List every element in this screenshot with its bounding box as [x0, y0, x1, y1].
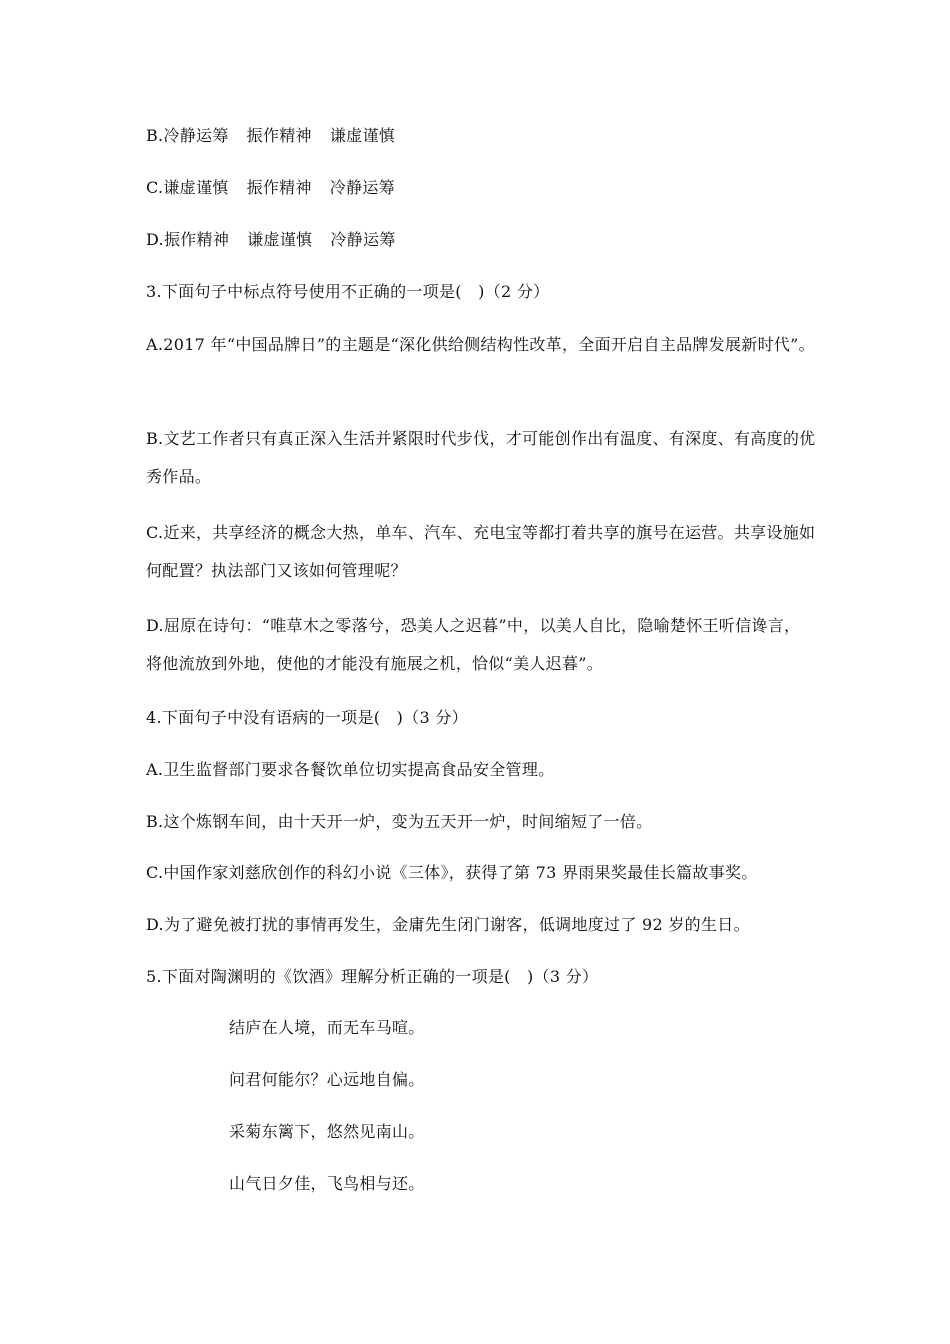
q2-option-b: B.冷静运筹 振作精神 谦虚谨慎 [146, 126, 396, 145]
q3-stem: 3.下面句子中标点符号使用不正确的一项是( )（2 分） [146, 282, 550, 301]
poem-line: 问君何能尔？心远地自偏。 [229, 1070, 425, 1089]
q4-option-c: C.中国作家刘慈欣创作的科幻小说《三体》，获得了第 73 界雨果奖最佳长篇故事奖。 [146, 863, 758, 882]
poem-line: 山气日夕佳，飞鸟相与还。 [229, 1174, 425, 1193]
q3-option-d: D.屈原在诗句：“唯草木之零落兮，恐美人之迟暮”中，以美人自比，隐喻楚怀王听信谗言，将他流放到外地，使他的才能没有施展之机，恰似“美人迟暮”。 [146, 616, 801, 673]
q2-option-c: C.谦虚谨慎 振作精神 冷静运筹 [146, 178, 395, 197]
q3-option-a: A.2017 年“中国品牌日”的主题是“深化供给侧结构性改革，全面开启自主品牌发展新时代”。 [146, 335, 815, 354]
q4-option-d: D.为了避免被打扰的事情再发生，金庸先生闭门谢客，低调地度过了 92 岁的生日。 [146, 915, 750, 934]
q4-option-a: A.卫生监督部门要求各餐饮单位切实提高食品安全管理。 [146, 760, 555, 779]
poem-line: 结庐在人境，而无车马喧。 [229, 1018, 425, 1037]
q3-option-b: B.文艺工作者只有真正深入生活并紧限时代步伐，才可能创作出有温度、有深度、有高度的优秀作品。 [146, 429, 816, 486]
q3-option-c: C.近来，共享经济的概念大热，单车、汽车、充电宝等都打着共享的旗号在运营。共享设施如何配置？执法部门又该如何管理呢？ [146, 523, 816, 580]
q2-option-d: D.振作精神 谦虚谨慎 冷静运筹 [146, 230, 396, 249]
poem-line: 采菊东篱下，悠然见南山。 [229, 1122, 425, 1141]
q5-stem: 5.下面对陶渊明的《饮酒》理解分析正确的一项是( )（3 分） [146, 967, 599, 986]
q4-option-b: B.这个炼钢车间，由十天开一炉，变为五天开一炉，时间缩短了一倍。 [146, 812, 653, 831]
q4-stem: 4.下面句子中没有语病的一项是( )（3 分） [146, 708, 468, 727]
